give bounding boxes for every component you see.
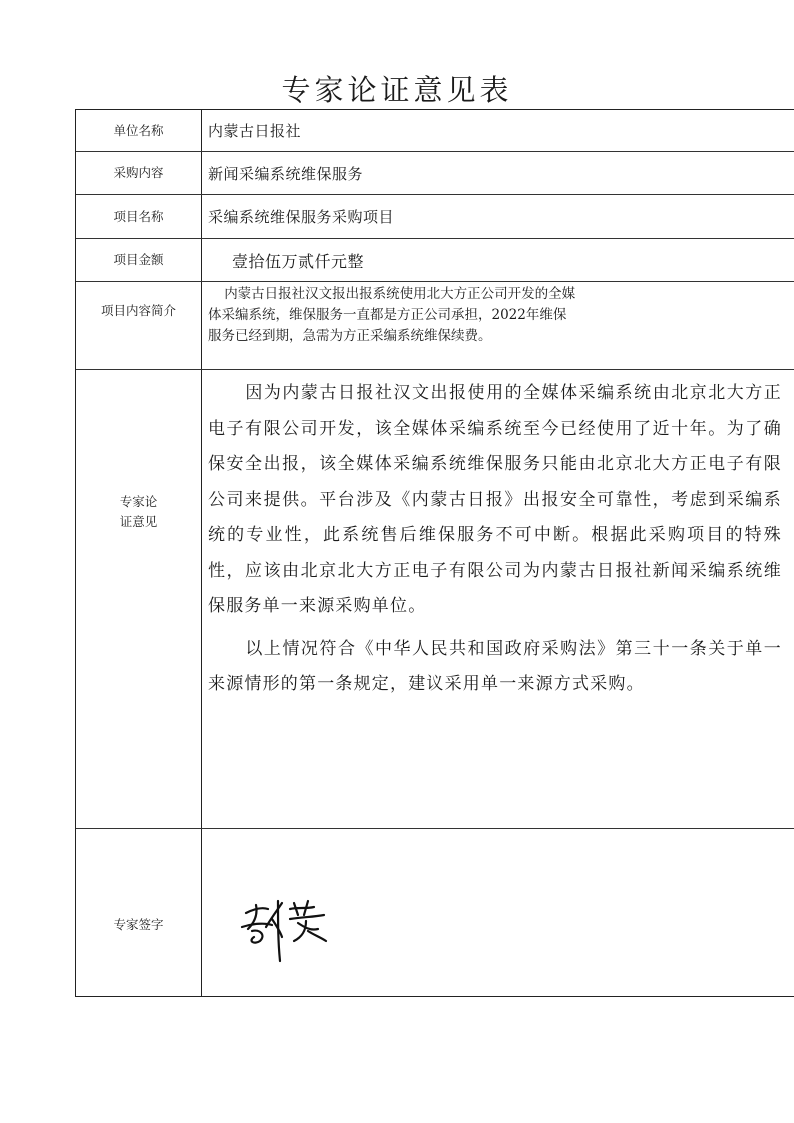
project-name-value: 采编系统维保服务采购项目 xyxy=(208,208,395,226)
opinion-paragraph: 因为内蒙古日报社汉文出报使用的全媒体采编系统由北京北大方正电子有限公司开发，该全媒体采编系统至今已经使用了近十年。为了确保安全出报，该全媒体采编系统维保服务只能由北京北大方正电子有限公司来提供。平台涉及《内蒙古日报》出报安全可靠性，考虑到采编系统的专业性，此系统售后维保服务不可中断。根据此采购项目的特殊性，应该由北京北大方正电子有限公司为内蒙古日报社新闻采编系统维保服务单一来源采购单位。 xyxy=(208,383,782,616)
handwritten-signature xyxy=(232,879,352,969)
signature-label: 专家签字 xyxy=(76,829,202,996)
brief-label-text: 项目内容简介 xyxy=(100,303,176,318)
unit-value: 内蒙古日报社 xyxy=(208,122,302,140)
project-name-label: 项目名称 xyxy=(76,195,202,238)
opinion-label xyxy=(76,370,202,828)
amount-value: 壹拾伍万贰仟元整 xyxy=(232,251,365,271)
brief-line: 服务已经到期，急需为方正采编系统维保续费。 xyxy=(208,328,492,344)
row-purchase xyxy=(76,152,794,195)
row-opinion xyxy=(76,370,794,829)
opinion-paragraph: 以上情况符合《中华人民共和国政府采购法》第三十一条关于单一来源情形的第一条规定，建议采用单一来源方式采购。 xyxy=(208,638,782,694)
purchase-value: 新闻采编系统维保服务 xyxy=(208,164,364,183)
page-title: 专家论证意见表 xyxy=(281,73,513,107)
brief-line: 体采编系统，维保服务一直都是方正公司承担，2022年维保 xyxy=(208,307,567,323)
row-unit xyxy=(76,110,794,152)
row-project-name xyxy=(76,195,794,239)
brief-text xyxy=(208,284,644,347)
row-brief xyxy=(76,282,794,370)
opinion-text xyxy=(208,376,782,710)
opinion-form-table xyxy=(75,109,794,997)
purchase-label: 采购内容 xyxy=(76,152,202,194)
opinion-label-line: 证意见 xyxy=(119,514,158,529)
row-signature xyxy=(76,829,794,996)
amount-label: 项目金额 xyxy=(76,239,202,281)
unit-label: 单位名称 xyxy=(76,110,202,151)
brief-line: 内蒙古日报社汉文报出报系统使用北大方正公司开发的全媒 xyxy=(224,286,576,302)
brief-label xyxy=(76,282,202,369)
row-amount xyxy=(76,239,794,282)
opinion-label-line: 专家论 xyxy=(119,494,158,509)
